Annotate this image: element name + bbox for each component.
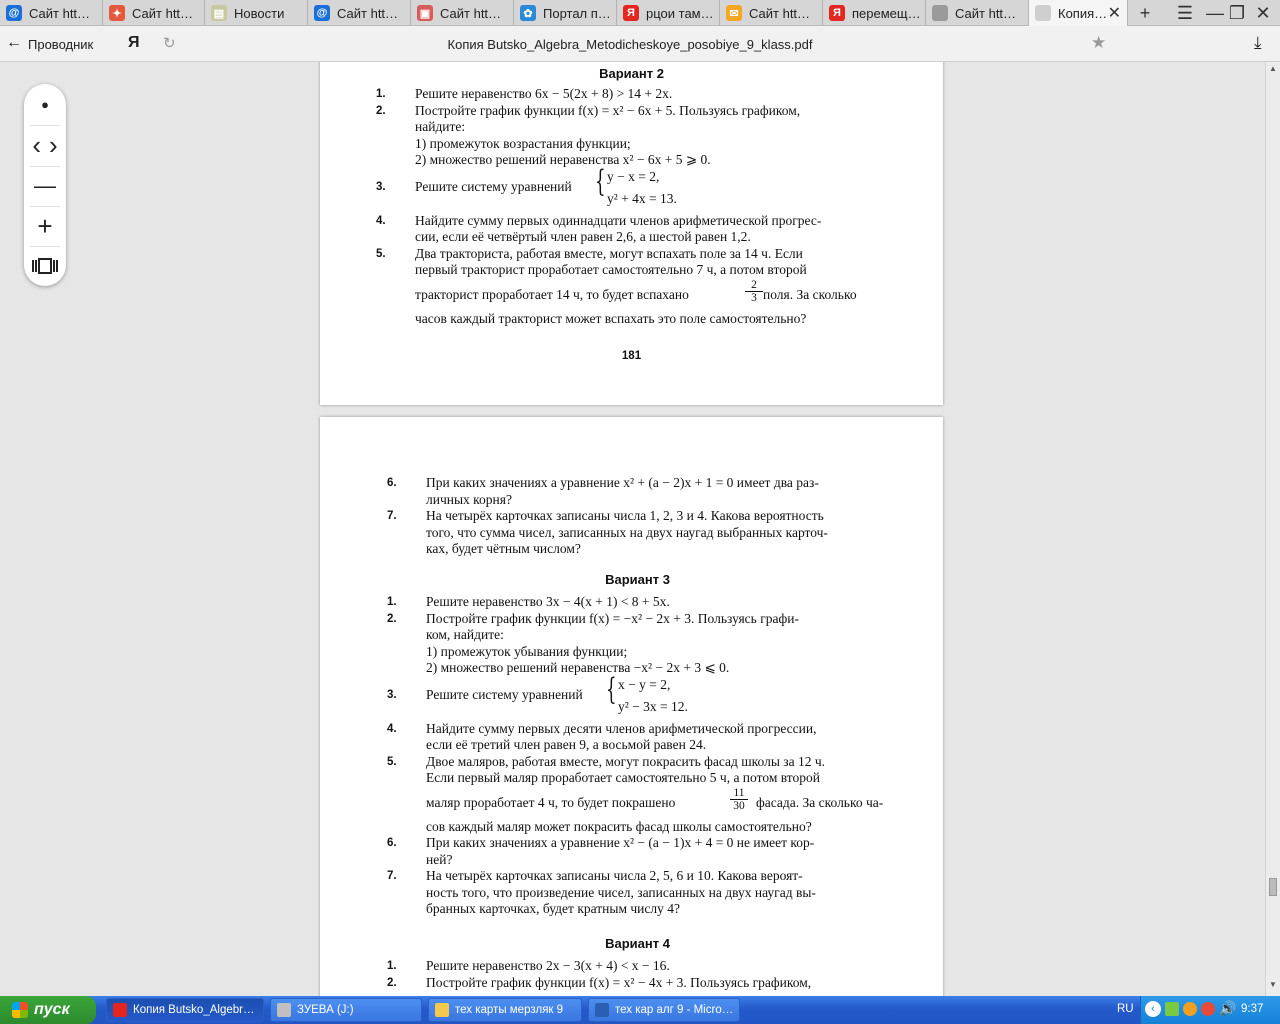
item-text-line: личных корня?	[426, 491, 512, 507]
yandex-icon: Я	[623, 5, 639, 21]
zoom-out-button[interactable]: —	[34, 173, 56, 198]
taskbar-item-label: тех кар алг 9 - Micro…	[615, 1004, 734, 1016]
tray-volume-icon[interactable]: 🔊	[1219, 1000, 1237, 1016]
mail-icon: ✉	[726, 5, 742, 21]
pdf-viewer[interactable]	[0, 62, 1265, 996]
ya-at-icon: @	[6, 5, 22, 21]
close-tab-icon[interactable]: ✕	[1107, 5, 1121, 22]
taskbar-item[interactable]	[428, 998, 582, 1022]
next-page-icon[interactable]: ›	[49, 129, 58, 160]
item-text-line: При каких значениях a уравнение x² + (a − 2)x + 1 = 0 имеет два раз-	[426, 475, 819, 490]
new-tab-button[interactable]: +	[1139, 2, 1151, 23]
tab-label: Сайт htt…	[440, 5, 502, 21]
item-number: 1.	[387, 960, 397, 972]
item-text-line: На четырёх карточках записаны числа 2, 5, 6 и 10. Какова вероят-	[426, 868, 803, 883]
news-icon: ▤	[211, 5, 227, 21]
browser-tab[interactable]	[720, 0, 823, 26]
tab-label: Сайт htt…	[955, 5, 1017, 21]
tray-antivirus-icon[interactable]	[1201, 1002, 1215, 1016]
taskbar-item-label: ЗУЕВА (J:)	[297, 1004, 354, 1016]
fraction	[745, 279, 763, 304]
prev-next-pages-button[interactable]	[24, 125, 66, 165]
tab-label: Сайт htt…	[337, 5, 399, 21]
item-text-line: ней?	[426, 851, 453, 867]
tab-label: Сайт htt…	[749, 5, 811, 21]
picture-icon: ▣	[417, 5, 433, 21]
back-to-explorer-label[interactable]: Проводник	[28, 37, 94, 52]
fraction-denominator: 30	[730, 799, 748, 812]
item-text-line: Если первый маляр проработает самостоятельно 5 ч, а потом второй	[426, 770, 820, 785]
browser-tab[interactable]	[205, 0, 308, 26]
fraction	[730, 787, 748, 812]
item-text-line: найдите:	[415, 119, 466, 134]
browser-tab[interactable]	[411, 0, 514, 26]
browser-tab[interactable]	[617, 0, 720, 26]
document-title[interactable]: Копия Butsko_Algebra_Metodicheskoye_posobiye_9_klass.pdf	[447, 37, 813, 52]
scroll-down-icon[interactable]: ▼	[1269, 980, 1277, 989]
page-dot-icon[interactable]: ●	[41, 96, 49, 112]
fraction-denominator: 3	[745, 291, 763, 304]
tab-label: Портал п…	[543, 5, 611, 21]
minimize-button[interactable]: —	[1206, 2, 1224, 23]
address-bar	[0, 26, 1280, 62]
leaf-icon: ✦	[109, 5, 125, 21]
item-text-line: Найдите сумму первых десяти членов арифметической прогрессии,	[426, 720, 817, 736]
item-text-line: бранных карточках, будет кратным числу 4?	[426, 901, 680, 916]
item-text-line: На четырёх карточках записаны числа 1, 2, 3 и 4. Какова вероятность	[426, 508, 824, 523]
item-text-line: фасада. За сколько ча-	[756, 794, 884, 810]
item-number: 5.	[376, 247, 386, 260]
item-text-line: Постройте график функции f(x) = −x² − 2x + 3. Пользуясь графи-	[426, 610, 799, 626]
taskbar-item-label: Копия Butsko_Algebr…	[133, 1004, 255, 1016]
start-button[interactable]	[0, 996, 96, 1024]
fraction-numerator: 2	[751, 278, 757, 291]
item-text-line: тракторист проработает 14 ч, то будет вспахано	[415, 286, 689, 302]
item-number: 2.	[387, 976, 397, 989]
yandex-browser-icon	[113, 1003, 127, 1017]
browser-tab[interactable]	[103, 0, 205, 26]
system-brace: {	[606, 671, 617, 707]
system-equation: y² + 4x = 13.	[607, 190, 677, 206]
pdf-page-182	[320, 417, 943, 996]
system-equation: x − y = 2,	[618, 676, 671, 692]
item-text-line: 1) промежуток убывания функции;	[426, 643, 628, 659]
item-text-line: Решите неравенство 2x − 3(x + 4) < x − 16.	[426, 958, 670, 973]
taskbar-item[interactable]	[270, 998, 422, 1022]
browser-tab[interactable]	[1029, 0, 1128, 26]
item-text-line: того, что сумма чисел, записанных на двух наугад выбранных карточ-	[426, 524, 828, 540]
system-equation: y − x = 2,	[607, 168, 660, 184]
item-number: 1.	[387, 596, 397, 608]
tab-label: перемещ…	[852, 5, 921, 21]
item-number: 6.	[387, 837, 397, 849]
browser-tab[interactable]	[823, 0, 926, 26]
item-number: 2.	[387, 612, 397, 625]
item-text-line: если её третий член равен 9, а восьмой равен 24.	[426, 737, 707, 752]
item-text-line: Двое маляров, работая вместе, могут покрасить фасад школы за 12 ч.	[426, 753, 826, 769]
yandex-icon: Я	[829, 5, 845, 21]
tab-label: рцои там…	[646, 5, 714, 21]
taskbar-item-label: тех карты мерзляк 9	[455, 1004, 564, 1016]
fraction-numerator: 11	[733, 786, 745, 799]
tab-label: Сайт htt…	[132, 5, 194, 21]
scroll-thumb[interactable]	[1269, 878, 1277, 896]
tray-arrow-icon[interactable]: ‹	[1145, 1001, 1161, 1017]
tab-label: Новости	[234, 5, 285, 21]
item-text-line: часов каждый тракторист может вспахать это поле самостоятельно?	[415, 310, 807, 326]
portal-icon: ✿	[520, 5, 536, 21]
tray-network-icon[interactable]	[1165, 1002, 1179, 1016]
prev-page-icon[interactable]: ‹	[32, 129, 41, 160]
page-number: 181	[621, 350, 642, 362]
item-number: 7.	[387, 870, 397, 882]
menu-button[interactable]: ☰	[1176, 2, 1194, 23]
item-text-line: Постройте график функции f(x) = x² − 4x + 3. Пользуясь графиком,	[426, 974, 812, 990]
browser-tab[interactable]	[308, 0, 411, 26]
close-window-button[interactable]: ✕	[1255, 2, 1271, 23]
scroll-up-icon[interactable]: ▲	[1269, 64, 1277, 73]
item-text-line: Решите систему уравнений	[415, 178, 572, 194]
item-number: 2.	[376, 104, 386, 117]
back-arrow-icon[interactable]: ←	[6, 34, 22, 51]
browser-tab[interactable]	[514, 0, 617, 26]
item-text-line: 2) множество решений неравенства −x² − 2x + 3 ⩽ 0.	[426, 660, 730, 675]
item-text-line: ность того, что произведение чисел, записанных на двух наугад вы-	[426, 884, 816, 900]
tab-bar	[0, 0, 1280, 26]
item-text-line: Постройте график функции f(x) = x² − 6x + 5. Пользуясь графиком,	[415, 102, 801, 118]
windows-flag-icon	[12, 1002, 28, 1018]
download-icon[interactable]: ⤓	[1254, 33, 1262, 52]
item-text-line: сии, если её четвёртый член равен 2,6, а шестой равен 1,2.	[415, 229, 751, 244]
item-text-line: первый тракторист проработает самостоятельно 7 ч, а потом второй	[415, 262, 807, 277]
blank-page-icon	[932, 5, 948, 21]
item-text-line: Решите систему уравнений	[426, 686, 583, 702]
viewer-controls	[24, 84, 66, 286]
item-number: 7.	[387, 510, 397, 522]
variant-heading: Вариант 4	[605, 936, 670, 951]
zoom-in-button[interactable]: +	[37, 210, 53, 241]
item-number: 3.	[387, 688, 397, 701]
ya-at-icon: @	[314, 5, 330, 21]
maximize-button[interactable]: ❐	[1228, 2, 1246, 23]
item-text-line: 2) множество решений неравенства x² − 6x + 5 ⩾ 0.	[415, 152, 711, 167]
tab-label: Копия…	[1058, 5, 1108, 21]
yandex-logo-icon[interactable]: Я	[128, 34, 140, 51]
item-number: 4.	[376, 214, 386, 227]
tab-label: Сайт htt…	[29, 5, 91, 21]
fit-width-icon	[31, 257, 59, 275]
clock: 9:37	[1241, 1003, 1264, 1015]
item-text-line: ком, найдите:	[426, 627, 504, 642]
variant-heading: Вариант 2	[599, 66, 664, 81]
browser-tab[interactable]	[0, 0, 103, 26]
blank-page-icon	[1035, 5, 1051, 21]
item-text-line: Два тракториста, работая вместе, могут вспахать поле за 14 ч. Если	[415, 245, 803, 261]
item-text-line: маляр проработает 4 ч, то будет покрашено	[426, 794, 676, 810]
item-text-line: ках, будет чётным числом?	[426, 541, 581, 556]
taskbar-item[interactable]	[106, 998, 264, 1022]
item-number: 6.	[387, 477, 397, 489]
item-number: 3.	[376, 180, 386, 193]
reload-icon[interactable]: ↻	[163, 35, 176, 52]
bookmark-star-icon[interactable]: ★	[1091, 33, 1107, 52]
item-text-line: сов каждый маляр может покрасить фасад школы самостоятельно?	[426, 818, 812, 834]
item-text-line: 1) промежуток возрастания функции;	[415, 135, 631, 151]
browser-tab[interactable]	[926, 0, 1029, 26]
variant-heading: Вариант 3	[605, 572, 670, 587]
fit-width-button[interactable]	[24, 246, 66, 286]
item-number: 1.	[376, 88, 386, 100]
system-brace: {	[595, 163, 606, 199]
system-tray	[1117, 996, 1280, 1024]
word-icon	[595, 1003, 609, 1017]
item-text-line: Решите неравенство 3x − 4(x + 1) < 8 + 5x.	[426, 594, 670, 609]
language-indicator[interactable]: RU	[1117, 1003, 1134, 1015]
system-equation: y² − 3x = 12.	[618, 698, 688, 714]
item-text-line: Найдите сумму первых одиннадцати членов арифметической прогрес-	[415, 212, 822, 228]
start-label: пуск	[34, 1001, 70, 1018]
tray-update-icon[interactable]	[1183, 1002, 1197, 1016]
drive-icon	[277, 1003, 291, 1017]
taskbar-item[interactable]	[588, 998, 740, 1022]
item-text-line: Решите неравенство 6x − 5(2x + 8) > 14 + 2x.	[415, 86, 673, 101]
taskbar	[0, 996, 1280, 1024]
folder-icon	[435, 1003, 449, 1017]
item-number: 5.	[387, 755, 397, 768]
item-text-line: При каких значениях a уравнение x² − (a − 1)x + 4 = 0 не имеет кор-	[426, 835, 815, 850]
item-text-line: поля. За сколько	[763, 286, 857, 302]
pdf-page-181	[320, 62, 943, 405]
vertical-scrollbar[interactable]	[1265, 62, 1280, 996]
item-number: 4.	[387, 722, 397, 735]
